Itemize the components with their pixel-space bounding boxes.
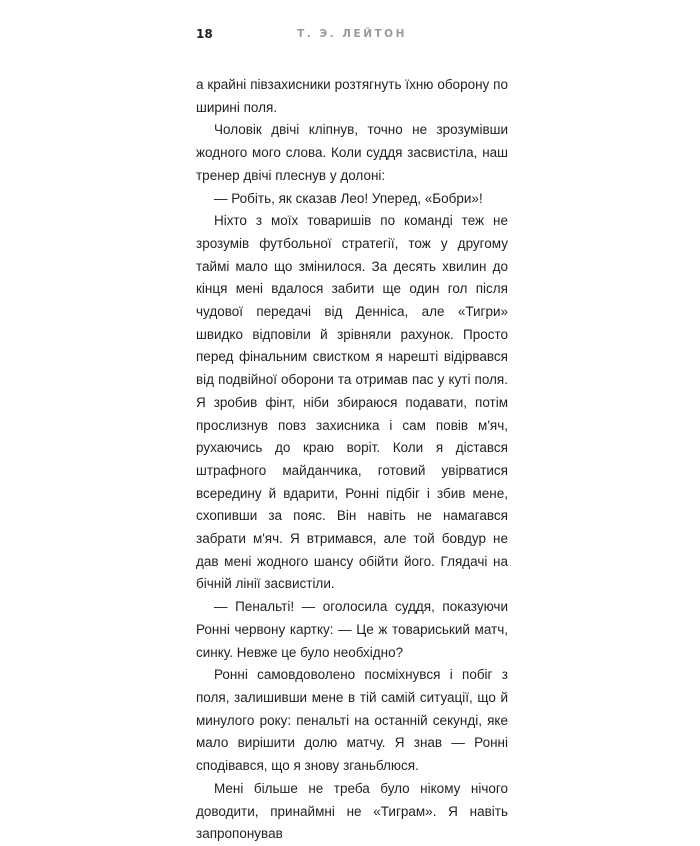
- running-head: [196, 27, 508, 43]
- paragraph: — Пенальті! — оголосила суддя, показуючи Ронні червону картку: — Це ж товариський матч, синку. Невже це було необхідно?: [196, 599, 508, 660]
- page-number: 18: [196, 27, 213, 41]
- paragraph: Ронні самовдоволено посміхнувся і побіг з поля, залишивши мене в тій самій ситуації, що й минулого року: пенальті на останній секунді, яке мало вирішити долю матчу. Я знав — Ронні сподівався, що я знову зганьблюся.: [196, 667, 508, 774]
- running-head-author: Т. Э. ЛЕЙТОН: [297, 28, 407, 40]
- paragraph: а крайні півзахисники розтягнуть їхню оборону по ширині поля.: [196, 77, 508, 115]
- paragraph: Чоловік двічі кліпнув, точно не зрозумівши жодного мого слова. Коли суддя засвистіла, наш тренер двічі плеснув у долоні:: [196, 122, 508, 183]
- paragraph: — Робіть, як сказав Лео! Уперед, «Бобри»!: [214, 190, 483, 206]
- paragraph: Мені більше не треба було нікому нічого доводити, принаймні не «Тиграм». Я навіть запропонував: [196, 780, 508, 842]
- body-text: [196, 74, 508, 846]
- paragraph: Ніхто з моїх товаришів по команді теж не зрозумів футбольної стратегії, тож у другому таймі мало що змінилося. За десять хвилин до кінця мені вдалося забити ще один гол після чудової передачі від Денніса, але «Тигри» швидко відповіли й зрівняли рахунок. Просто перед фінальним свистком я нарешті відірвався від подвійної оборони та отримав пас у куті поля. Я зробив фінт, ніби збираюся подавати, потім прослизнув повз захисника і сам повів м'яч, рухаючись до краю воріт. Коли я дістався штрафного майданчика, готовий увірватися всередину й вдарити, Ронні підбіг і збив мене, схопивши за пояс. Він навіть не намагався забрати м'яч. Я втримався, але той бовдур не дав мені жодного шансу обійти його. Глядачі на бічній лінії засвистіли.: [196, 213, 508, 592]
